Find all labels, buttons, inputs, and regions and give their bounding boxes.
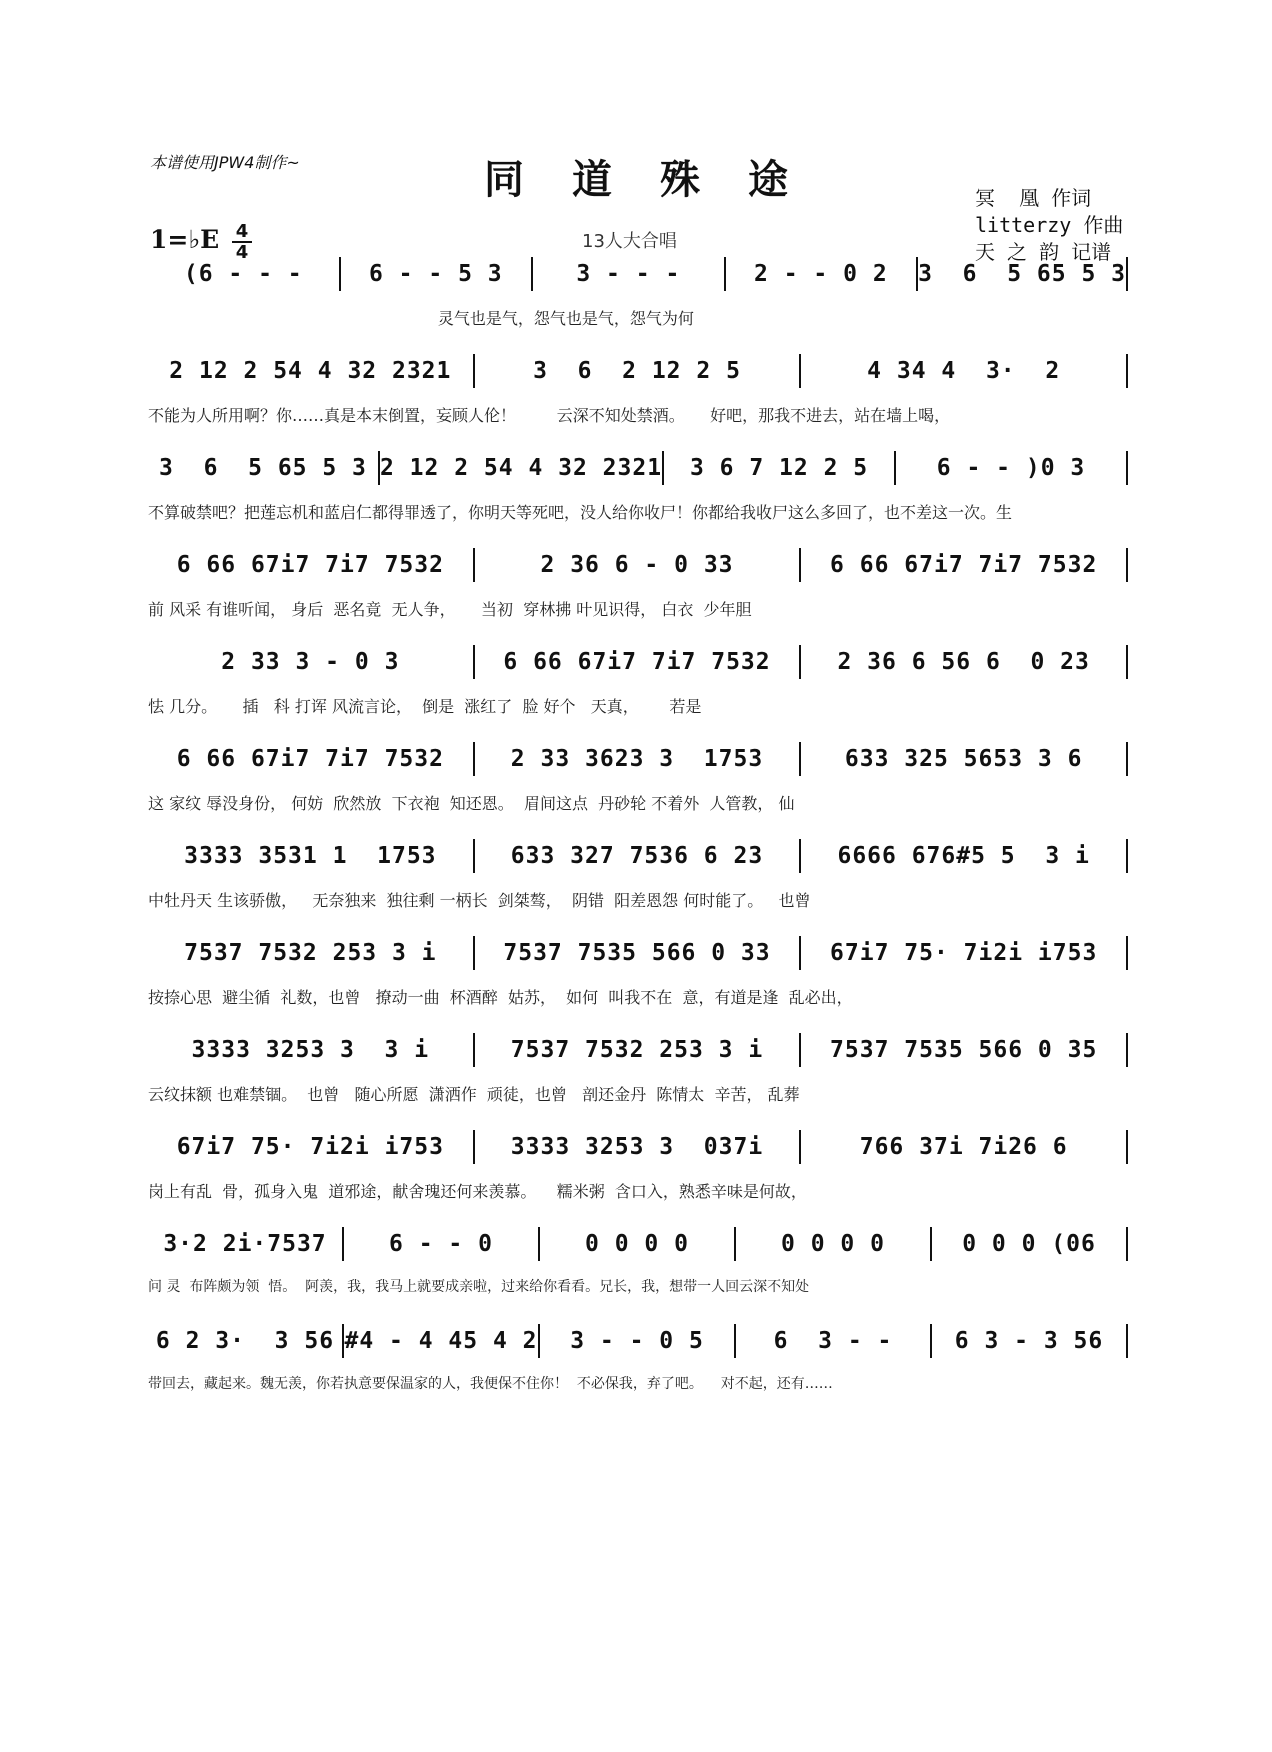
- measure: 6 66 67i7 7i7 7532: [830, 552, 1098, 578]
- notes-row: [148, 646, 1128, 678]
- lyrics-line: 怯 几分。 插 科 打诨 风流言论， 倒是 涨红了 脸 好个 天真， 若是: [148, 697, 702, 716]
- barline: [1126, 451, 1128, 485]
- score-line: [148, 1228, 1128, 1296]
- measure: 3333 3253 3 037i: [510, 1134, 764, 1160]
- notes-row: [148, 452, 1128, 484]
- measure: 2 36 6 - 0 33: [540, 552, 734, 578]
- measure: 3 - - 0 5: [570, 1328, 704, 1354]
- score-line: [148, 743, 1128, 814]
- notes-row: [148, 549, 1128, 581]
- notes-row: [148, 1325, 1128, 1357]
- measure: 6 66 67i7 7i7 7532: [176, 746, 444, 772]
- measure: 3·2 2i·7537: [163, 1231, 327, 1257]
- measure: 633 325 5653 3 6: [844, 746, 1083, 772]
- measure: 7537 7535 566 0 33: [503, 940, 771, 966]
- lyrics-line: 这 家纹 辱没身份， 何妨 欣然放 下衣袍 知还恩。 眉间这点 丹砂轮 不着外 人管教， 仙: [148, 794, 795, 813]
- measure: 2 33 3623 3 1753: [510, 746, 764, 772]
- subtitle: 13人大合唱: [582, 231, 677, 252]
- measure: (6 - - -: [183, 261, 303, 287]
- measure: 6 3 - -: [773, 1328, 893, 1354]
- time-signature-bottom: 4: [235, 242, 249, 263]
- measure: 2 36 6 56 6 0 23: [837, 649, 1090, 675]
- measure: 7537 7532 253 3 i: [510, 1037, 764, 1063]
- measure: 3 6 2 12 2 5: [533, 358, 741, 384]
- notes-row: [148, 840, 1128, 872]
- measure: 2 - - 0 2: [754, 261, 888, 287]
- lyrics-line: 问 灵 布阵颇为领 悟。 阿羡，我，我马上就要成亲啦，过来给你看看。兄长，我，想带一人回云深不知处: [148, 1279, 810, 1295]
- score-line: [148, 549, 1128, 620]
- lyrics-line: 不能为人所用啊？你……真是本末倒置，妄顾人伦！ 云深不知处禁酒。 好吧，那我不进去，站在墙上喝，: [148, 406, 951, 425]
- credits: 冥 凰 作词 litterzy 作曲 天 之 韵 记谱: [975, 186, 1124, 264]
- notes-row: [148, 1131, 1128, 1163]
- measure: 2 33 3 - 0 3: [221, 649, 400, 675]
- measure: 3333 3531 1 1753: [184, 843, 437, 869]
- notes-row: [148, 355, 1128, 387]
- notes-row: [148, 1034, 1128, 1066]
- score-line: [148, 355, 1128, 426]
- score-title: 同道殊途: [484, 156, 836, 203]
- barline: [1126, 839, 1128, 873]
- lyrics-line: 按捺心思 避尘循 礼数，也曾 撩动一曲 杯酒醉 姑苏， 如何 叫我不在 意，有道是逢 乱必出，: [148, 988, 853, 1007]
- lyrics-line: 中牡丹天 生该骄傲， 无奈独来 独往剩 一柄长 剑桀骜， 阴错 阳差恩怨 何时能了。 也曾: [148, 891, 811, 910]
- barline: [1126, 936, 1128, 970]
- lyrics-line: 灵气也是气，怨气也是气，怨气为何: [148, 309, 694, 328]
- lyrics-line: 前 风采 有谁听闻， 身后 恶名竟 无人争， 当初 穿林拂 叶见识得， 白衣 少年胆: [148, 600, 752, 619]
- score-line: [148, 1034, 1128, 1105]
- measure: 6 - - 0: [389, 1231, 493, 1257]
- measure: 0 0 0 0: [781, 1231, 885, 1257]
- barline: [1126, 548, 1128, 582]
- made-with-note: 本谱使用JPW4制作~: [150, 153, 300, 172]
- measure: 2 12 2 54 4 32 2321: [169, 358, 452, 384]
- lyrics-line: 带回去，藏起来。魏无羡，你若执意要保温家的人，我便保不住你！ 不必保我，弃了吧。 对不起，还有……: [148, 1376, 833, 1392]
- measure: 6 66 67i7 7i7 7532: [503, 649, 771, 675]
- measure: 67i7 75· 7i2i i753: [176, 1134, 444, 1160]
- score-line: [148, 258, 1128, 329]
- measure: 6 - - )0 3: [936, 455, 1086, 481]
- score-line: [148, 1325, 1128, 1393]
- score-line: [148, 840, 1128, 911]
- barline: [1126, 645, 1128, 679]
- barline: [1126, 1324, 1128, 1358]
- score-line: [148, 1131, 1128, 1202]
- measure: #4 - 4 45 4 2: [344, 1328, 538, 1354]
- measure: 4 34 4 3· 2: [867, 358, 1061, 384]
- measure: 6 66 67i7 7i7 7532: [176, 552, 444, 578]
- score-line: [148, 937, 1128, 1008]
- barline: [1126, 742, 1128, 776]
- score-line: [148, 452, 1128, 523]
- measure: 6 - - 5 3: [368, 261, 503, 287]
- measure: 3 6 5 65 5 3: [918, 261, 1126, 287]
- barline: [1126, 1033, 1128, 1067]
- lyrics-line: 云纹抹额 也难禁锢。 也曾 随心所愿 潇洒作 顽徒，也曾 剖还金丹 陈情太 辛苦， 乱葬: [148, 1085, 800, 1104]
- barline: [1126, 1227, 1128, 1261]
- key-signature: 1=♭E: [150, 225, 220, 254]
- measure: 633 327 7536 6 23: [510, 843, 764, 869]
- time-signature: [232, 222, 252, 262]
- measure: 6 3 - 3 56: [954, 1328, 1104, 1354]
- notes-row: [148, 743, 1128, 775]
- measure: 3 6 7 12 2 5: [689, 455, 869, 481]
- measure: 67i7 75· 7i2i i753: [830, 940, 1098, 966]
- measure: 0 0 0 0: [585, 1231, 689, 1257]
- measure: 3333 3253 3 3 i: [191, 1037, 430, 1063]
- measure: 6 2 3· 3 56: [155, 1328, 335, 1354]
- notes-row: [148, 937, 1128, 969]
- measure: 2 12 2 54 4 32 2321: [379, 455, 663, 481]
- notes-row: [148, 1228, 1128, 1260]
- measure: 766 37i 7i26 6: [859, 1134, 1068, 1160]
- barline: [1126, 354, 1128, 388]
- measure: 7537 7532 253 3 i: [184, 940, 437, 966]
- barline: [1126, 257, 1128, 291]
- score-line: [148, 646, 1128, 717]
- lyrics-line: 岗上有乱 骨，孤身入鬼 道邪途，献舍瑰还何来羡慕。 糯米粥 含口入，熟悉辛味是何故，: [148, 1182, 807, 1201]
- notes-row: [148, 258, 1128, 290]
- measure: 7537 7535 566 0 35: [830, 1037, 1098, 1063]
- measure: 3 - - -: [576, 261, 681, 287]
- measure: 0 0 0 (06: [962, 1231, 1096, 1257]
- lyrics-line: 不算破禁吧？把莲忘机和蓝启仁都得罪透了，你明天等死吧，没人给你收尸！你都给我收尸这么多回了，也不差这一次。生: [148, 503, 1013, 522]
- measure: 3 6 5 65 5 3: [159, 455, 367, 481]
- time-signature-top: 4: [235, 221, 249, 242]
- barline: [1126, 1130, 1128, 1164]
- measure: 6666 676#5 5 3 i: [837, 843, 1090, 869]
